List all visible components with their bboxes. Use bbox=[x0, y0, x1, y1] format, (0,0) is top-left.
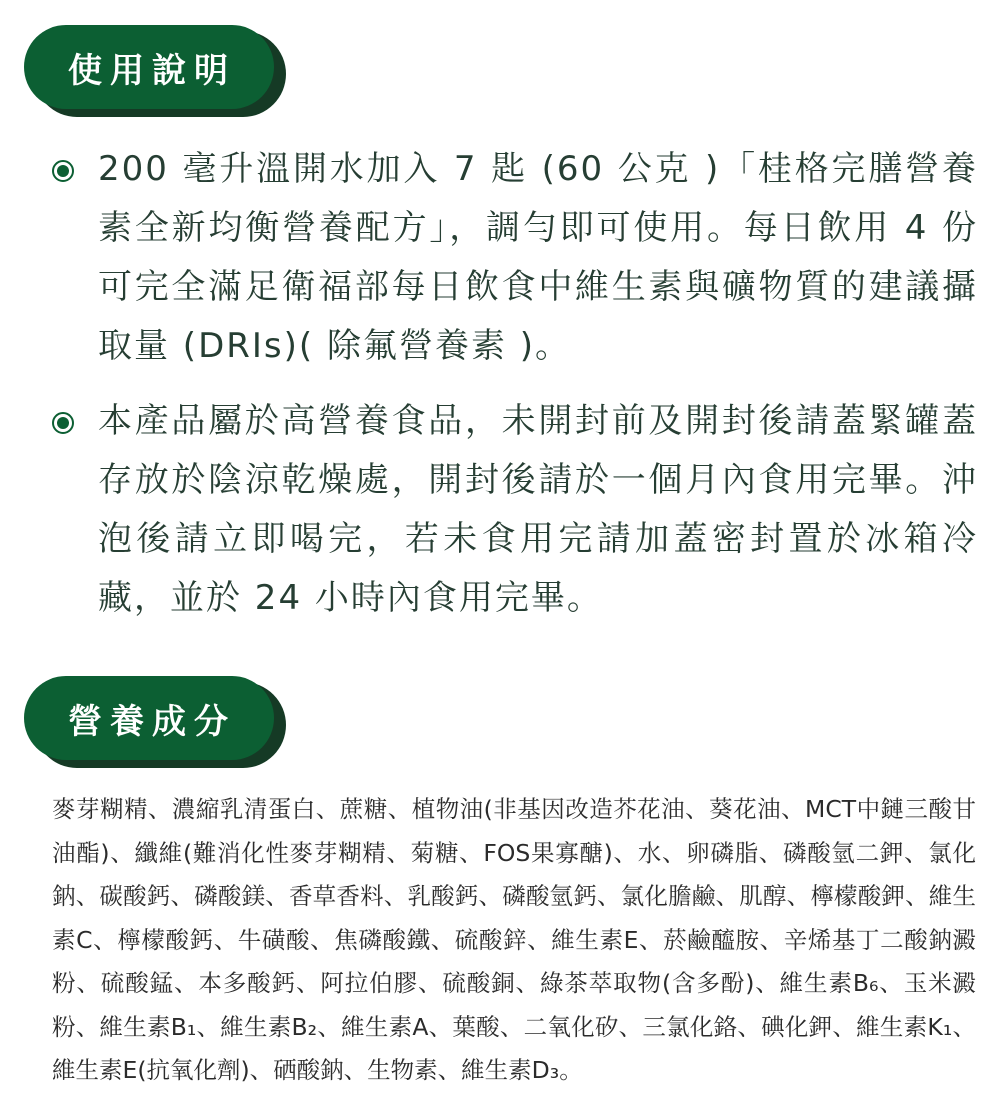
ingredients-list: 麥芽糊精、濃縮乳清蛋白、蔗糖、植物油(非基因改造芥花油、葵花油、MCT中鏈三酸甘油酯)、纖維(難消化性麥芽糊精、菊糖、FOS果寡醣)、水、卵磷脂、磷酸氫二鉀、氯化鈉、碳酸鈣、磷酸鎂、香草香料、乳酸鈣、磷酸氫鈣、氯化膽鹼、肌醇、檸檬酸鉀、維生素C、檸檬酸鈣、牛磺酸、焦磷酸鐵、硫酸鋅、維生素E、菸鹼醯胺、辛烯基丁二酸鈉澱粉、硫酸錳、本多酸鈣、阿拉伯膠、硫酸銅、綠茶萃取物(含多酚)、維生素B₆、玉米澱粉、維生素B₁、維生素B₂、維生素A、葉酸、二氧化矽、三氯化鉻、碘化鉀、維生素K₁、維生素E(抗氧化劑)、硒酸鈉、生物素、維生素D₃。 bbox=[52, 795, 976, 1084]
usage-item bbox=[52, 392, 978, 628]
nutrition-heading-pill bbox=[24, 676, 286, 768]
usage-item-text: 本產品屬於高營養食品，未開封前及開封後請蓋緊罐蓋存放於陰涼乾燥處，開封後請於一個月內食用完畢。沖泡後請立即喝完，若未食用完請加蓋密封置於冰箱冷藏，並於 24 小時內食用完畢。 bbox=[98, 401, 978, 618]
usage-item-text: 200 毫升溫開水加入 7 匙 (60 公克 )「桂格完膳營養素全新均衡營養配方」，調勻即可使用。每日飲用 4 份可完全滿足衛福部每日飲食中維生素與礦物質的建議攝取量 (DRIs)( 除氟營養素 )。 bbox=[98, 149, 978, 366]
bullet-circle-icon bbox=[52, 392, 98, 456]
usage-item bbox=[52, 140, 978, 376]
nutrition-heading: 營養成分 bbox=[68, 701, 236, 742]
pill-face bbox=[24, 676, 274, 760]
usage-heading: 使用說明 bbox=[68, 50, 236, 91]
bullet-circle-icon bbox=[52, 140, 98, 204]
usage-heading-pill bbox=[24, 25, 286, 117]
pill-face bbox=[24, 25, 274, 109]
